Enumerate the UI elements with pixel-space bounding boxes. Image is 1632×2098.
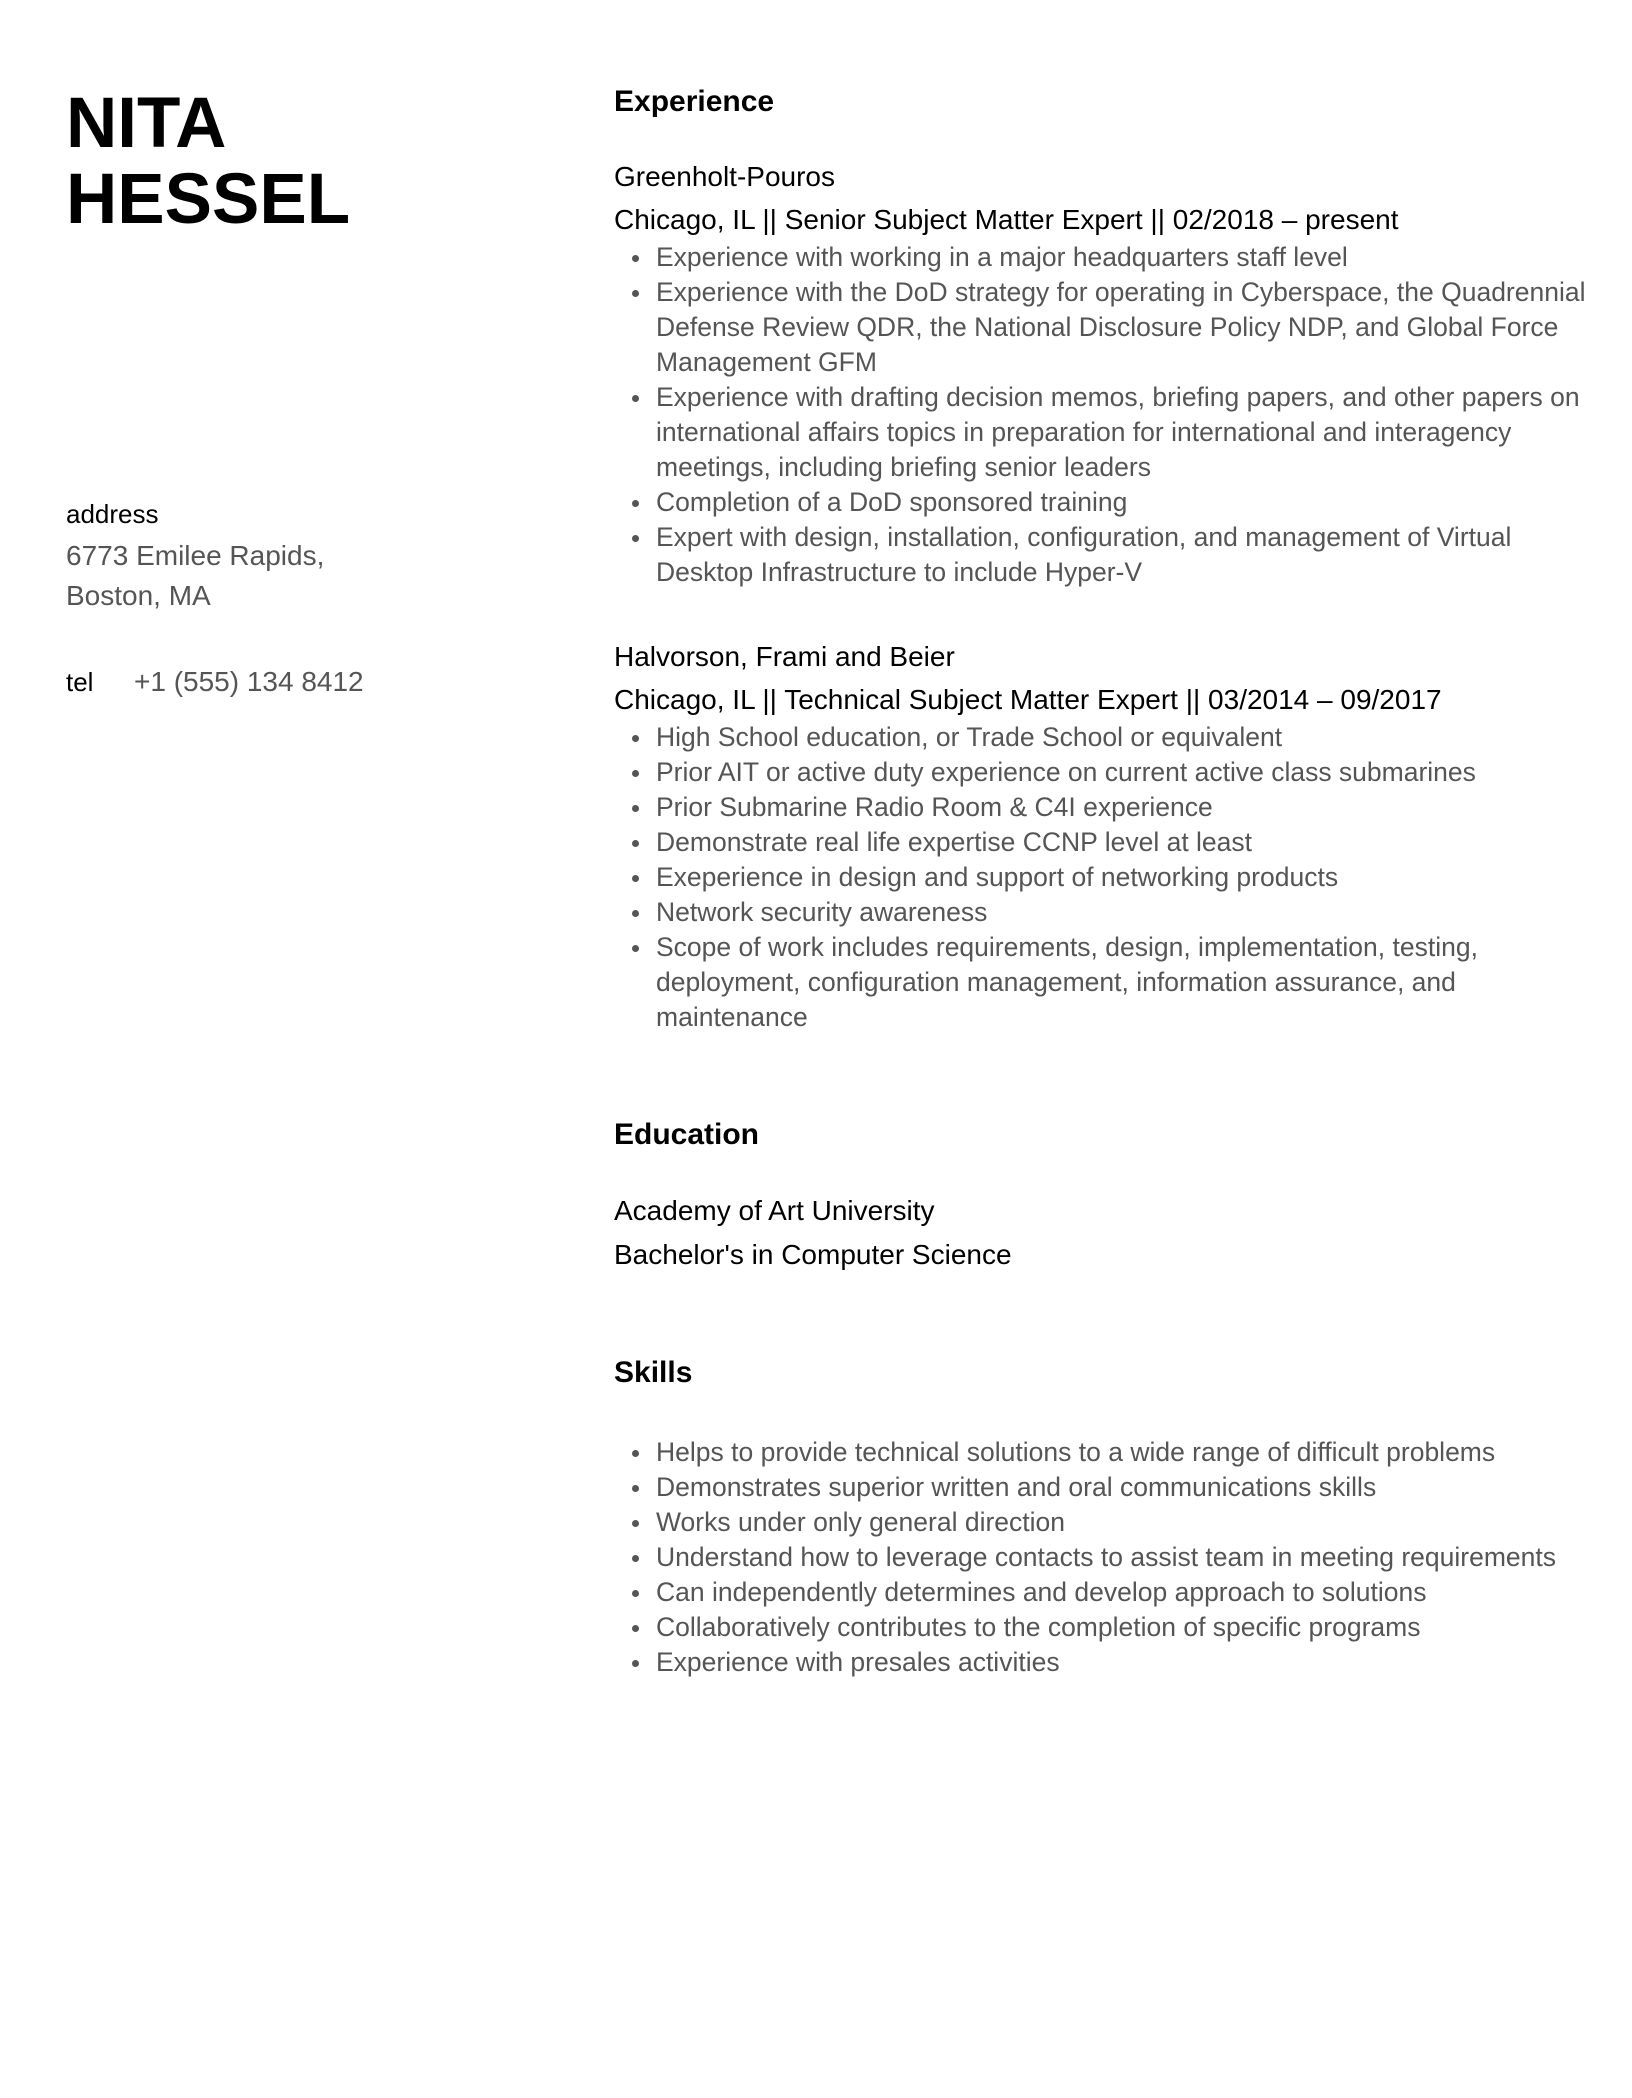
address-line-2: Boston, MA	[66, 580, 211, 611]
skills-title: Skills	[614, 1356, 693, 1389]
school-name: Academy of Art University	[614, 1195, 935, 1226]
list-item: Prior Submarine Radio Room & C4I experience	[614, 790, 1594, 825]
experience-section	[614, 82, 1594, 1035]
list-item: Experience with presales activities	[614, 1645, 1594, 1680]
address-line-1: 6773 Emilee Rapids,	[66, 540, 325, 571]
list-item: Completion of a DoD sponsored training	[614, 485, 1594, 520]
address-label: address	[66, 499, 159, 529]
address-value	[66, 536, 506, 616]
list-item: Demonstrates superior written and oral communications skills	[614, 1470, 1594, 1505]
list-item: Can independently determines and develop approach to solutions	[614, 1575, 1594, 1610]
list-item: Expert with design, installation, configuration, and management of Virtual Desktop Infrastructure to include Hyper-V	[614, 520, 1594, 590]
candidate-name	[66, 86, 546, 238]
list-item: Prior AIT or active duty experience on current active class submarines	[614, 755, 1594, 790]
skills-list	[614, 1435, 1594, 1680]
list-item: Network security awareness	[614, 895, 1594, 930]
tel-label: tel	[66, 667, 94, 697]
skills-section	[614, 1353, 1594, 1680]
list-item: Exeperience in design and support of networking products	[614, 860, 1594, 895]
address-block	[66, 496, 506, 616]
job-company: Greenholt-Pouros	[614, 161, 836, 192]
job-entry	[614, 158, 1594, 590]
sidebar	[66, 84, 546, 697]
list-item: Collaboratively contributes to the completion of specific programs	[614, 1610, 1594, 1645]
list-item: Demonstrate real life expertise CCNP level at least	[614, 825, 1594, 860]
list-item: High School education, or Trade School or equivalent	[614, 720, 1594, 755]
job-bullet-list	[614, 240, 1594, 590]
tel-value: +1 (555) 134 8412	[134, 666, 364, 697]
experience-title: Experience	[614, 85, 775, 118]
list-item: Works under only general direction	[614, 1505, 1594, 1540]
list-item: Understand how to leverage contacts to assist team in meeting requirements	[614, 1540, 1594, 1575]
list-item: Helps to provide technical solutions to a wide range of difficult problems	[614, 1435, 1594, 1470]
degree: Bachelor's in Computer Science	[614, 1239, 1012, 1270]
education-title: Education	[614, 1118, 760, 1151]
list-item: Scope of work includes requirements, design, implementation, testing, deployment, configuration management, information assurance, and maintenance	[614, 930, 1594, 1035]
job-company: Halvorson, Frami and Beier	[614, 641, 955, 672]
first-name: NITA	[66, 84, 227, 163]
job-bullet-list	[614, 720, 1594, 1035]
list-item: Experience with the DoD strategy for operating in Cyberspace, the Quadrennial Defense Review QDR, the National Disclosure Policy NDP, and Global Force Management GFM	[614, 275, 1594, 380]
main-content	[614, 82, 1594, 1680]
tel-row	[66, 666, 364, 698]
list-item: Experience with working in a major headquarters staff level	[614, 240, 1594, 275]
last-name: HESSEL	[66, 160, 351, 239]
list-item: Experience with drafting decision memos, briefing papers, and other papers on international affairs topics in preparation for international and interagency meetings, including briefing senior leaders	[614, 380, 1594, 485]
job-entry	[614, 638, 1594, 1035]
job-meta: Chicago, IL || Senior Subject Matter Expert || 02/2018 – present	[614, 204, 1399, 235]
education-section	[614, 1115, 1594, 1275]
job-meta: Chicago, IL || Technical Subject Matter Expert || 03/2014 – 09/2017	[614, 684, 1442, 715]
